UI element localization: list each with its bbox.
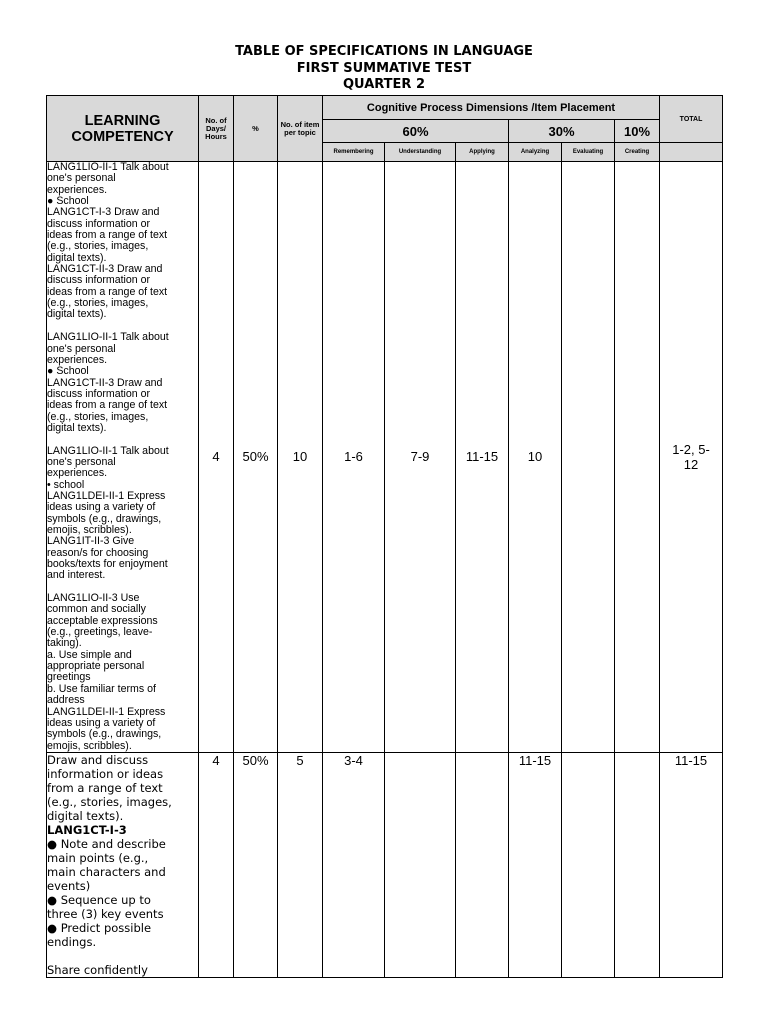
evaluating-header: Evaluating [562, 143, 615, 162]
competency-paragraph: LANG1LIO-II-1 Talk about one's personal experiences. • school LANG1LDEI-II-1 Express ideas using a variety of symbols (e.g., drawings, emojis, scribbles). LANG1IT-II-3 Give reason/s for choosing books/texts for enjoyment and interest. [47, 444, 169, 582]
remembering-cell: 3-4 [323, 752, 385, 977]
group-30-header: 30% [509, 120, 615, 143]
total-cell [660, 162, 723, 753]
items-cell: 10 [278, 162, 323, 753]
group-10-header: 10% [615, 120, 660, 143]
creating-header: Creating [615, 143, 660, 162]
competency-line: ● Note and describe [47, 836, 166, 851]
total-value: 1-2, 5-12 [672, 441, 710, 472]
remembering-cell: 1-6 [323, 162, 385, 753]
competency-line: events) [47, 878, 91, 893]
creating-cell [615, 162, 660, 753]
percent-cell: 50% [234, 752, 278, 977]
competency-line: ● Predict possible [47, 920, 152, 935]
evaluating-cell [562, 752, 615, 977]
table-row [47, 752, 723, 977]
competency-cell [47, 752, 199, 977]
learning-competency-header: LEARNING COMPETENCY [47, 96, 199, 162]
days-cell: 4 [199, 752, 234, 977]
document-subtitle: FIRST SUMMATIVE TEST [296, 61, 472, 76]
competency-cell [47, 162, 199, 753]
remembering-header: Remembering [323, 143, 385, 162]
document-title: TABLE OF SPECIFICATIONS IN LANGUAGE [235, 44, 533, 59]
competency-line: (e.g., stories, images, [47, 794, 172, 809]
days-cell: 4 [199, 162, 234, 753]
competency-code: LANG1CT-I-3 [47, 822, 127, 837]
analyzing-header: Analyzing [509, 143, 562, 162]
competency-line: endings. [47, 934, 97, 949]
applying-cell: 11-15 [456, 162, 509, 753]
competency-paragraph: LANG1LIO-II-1 Talk about one's personal experiences. ● School LANG1CT-II-3 Draw and discuss information or ideas from a range of text (e.g., stories, images, digital texts). [47, 331, 169, 434]
analyzing-cell: 10 [509, 162, 562, 753]
analyzing-cell: 11-15 [509, 752, 562, 977]
competency-line: main characters and [47, 864, 166, 879]
competency-line: Share confidently [47, 962, 148, 977]
creating-cell [615, 752, 660, 977]
cognitive-dimensions-header: Cognitive Process Dimensions /Item Placement [323, 96, 660, 120]
competency-line: information or ideas [47, 766, 164, 781]
total-subheader-blank [660, 143, 723, 162]
group-60-header: 60% [323, 120, 509, 143]
total-header: TOTAL [660, 96, 723, 143]
competency-paragraph: LANG1LIO-II-1 Talk about one's personal experiences. ● School LANG1CT-I-3 Draw and discuss information or ideas from a range of text (e.g., stories, images, digital texts). LANG1CT-II-3 Draw and discuss information or ideas from a range of text (e.g., stories, images, digital texts). [47, 161, 169, 321]
percent-header: % [234, 96, 278, 162]
understanding-cell [385, 752, 456, 977]
table-row [47, 162, 723, 753]
competency-line: ● Sequence up to [47, 892, 151, 907]
competency-line: three (3) key events [47, 906, 164, 921]
competency-line: digital texts). [47, 808, 124, 823]
evaluating-cell [562, 162, 615, 753]
days-header: No. of Days/ Hours [199, 96, 234, 162]
competency-line: Draw and discuss [47, 752, 149, 767]
competency-line: main points (e.g., [47, 850, 149, 865]
applying-header: Applying [456, 143, 509, 162]
total-cell: 11-15 [660, 752, 723, 977]
competency-paragraph: LANG1LIO-II-3 Use common and socially acceptable expressions (e.g., greetings, leave- taking). a. Use simple and appropriate personal greetings b. Use familiar terms of address LANG1LDEI-II-1 Express ideas using a variety of symbols (e.g., drawings, emojis, scribbles). [47, 592, 166, 752]
understanding-cell: 7-9 [385, 162, 456, 753]
specification-table [46, 95, 723, 978]
items-cell: 5 [278, 752, 323, 977]
items-header: No. of item per topic [278, 96, 323, 162]
applying-cell [456, 752, 509, 977]
competency-line: from a range of text [47, 780, 163, 795]
understanding-header: Understanding [385, 143, 456, 162]
document-quarter: QUARTER 2 [342, 77, 426, 92]
percent-cell: 50% [234, 162, 278, 753]
